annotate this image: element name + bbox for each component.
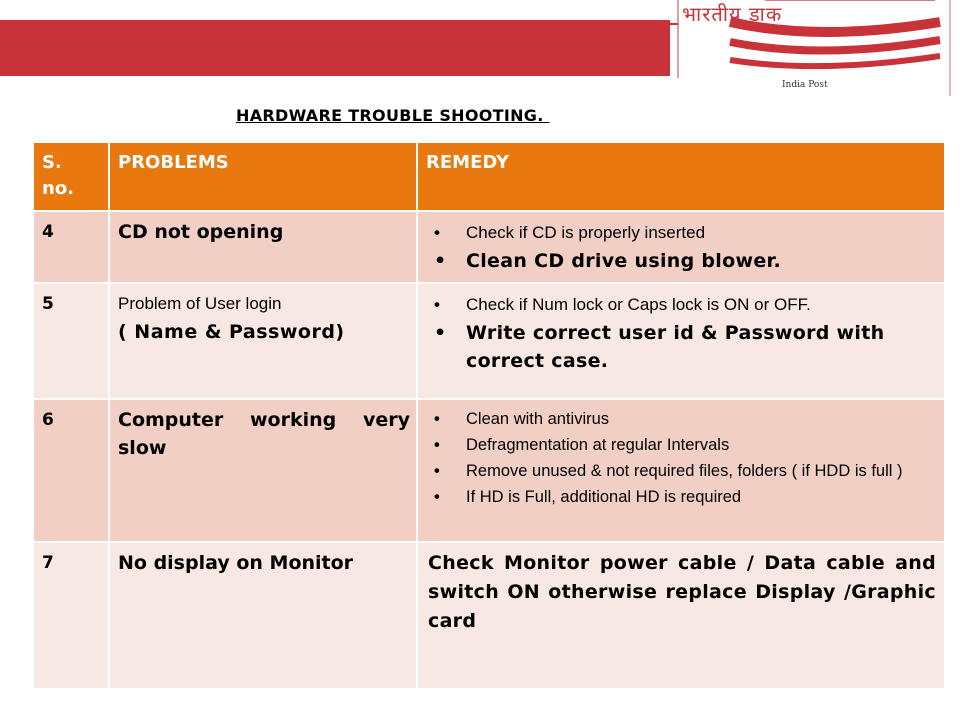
brand-english-name: India Post (782, 80, 828, 90)
remedy-item: • Defragmentation at regular Intervals (428, 432, 938, 458)
remedy-list (418, 284, 944, 375)
troubleshooting-table (32, 143, 946, 688)
remedy-item: • Write correct user id & Password with correct case. (428, 319, 938, 375)
problem-line-2: ( Name & Password) (118, 321, 345, 343)
table-row (33, 283, 945, 399)
page-title: HARDWARE TROUBLE SHOOTING. (236, 106, 550, 125)
row-remedy (417, 211, 945, 283)
remedy-list (418, 212, 944, 275)
remedy-item: • Check if Num lock or Caps lock is ON or OFF. (428, 290, 938, 319)
table-header-row (33, 143, 945, 211)
row-problem (109, 283, 417, 399)
row-sno: 5 (33, 283, 109, 399)
remedy-list (418, 400, 944, 510)
remedy-item: • Remove unused & not required files, folders ( if HDD is full ) (428, 458, 938, 484)
row-remedy (417, 399, 945, 542)
remedy-item: • Check if CD is properly inserted (428, 218, 938, 247)
header-problems: PROBLEMS (109, 143, 417, 211)
header-remedy: REMEDY (417, 143, 945, 211)
table-row (33, 542, 945, 688)
row-problem: No display on Monitor (109, 542, 417, 688)
header-sno: S. no. (33, 143, 109, 211)
table-row (33, 211, 945, 283)
brand-hindi-name: भारतीय डाक (682, 2, 783, 26)
row-problem: Computer working very slow (109, 399, 417, 542)
row-problem: CD not opening (109, 211, 417, 283)
remedy-item: • If HD is Full, additional HD is required (428, 484, 938, 510)
remedy-item: • Clean with antivirus (428, 406, 938, 432)
row-remedy (417, 283, 945, 399)
remedy-item: • Clean CD drive using blower. (428, 247, 938, 275)
row-sno: 7 (33, 542, 109, 688)
table-row (33, 399, 945, 542)
row-sno: 4 (33, 211, 109, 283)
problem-line-1: Problem of User login (118, 294, 282, 313)
row-sno: 6 (33, 399, 109, 542)
row-remedy: Check Monitor power cable / Data cable and switch ON otherwise replace Display /Graphic card (417, 542, 945, 688)
